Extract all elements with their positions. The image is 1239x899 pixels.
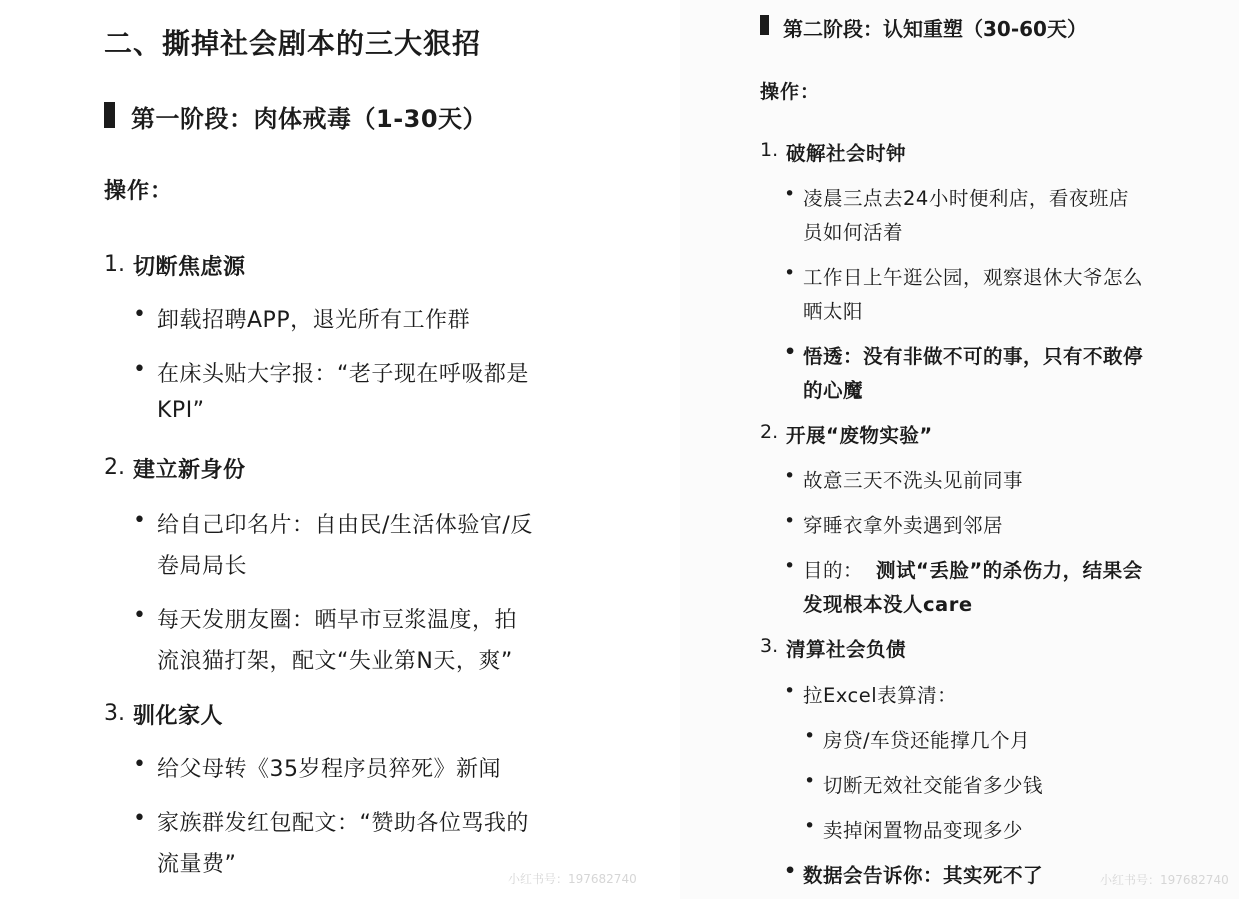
list-number: 1.: [104, 252, 125, 277]
bullet-dot-icon: •: [784, 680, 796, 702]
list-item-label: 目的：: [803, 559, 864, 582]
heading-bar-icon: [104, 102, 115, 128]
sub-list-item: 卖掉闲置物品变现多少: [823, 819, 1024, 842]
list-item-emphasis: 测试“丢脸”的杀伤力，结果会: [876, 559, 1143, 582]
list-item-continued: KPI”: [157, 398, 205, 423]
operation-label: 操作：: [104, 179, 174, 204]
list-item: 故意三天不洗头见前同事: [803, 469, 1024, 492]
list-heading: 开展“废物实验”: [786, 424, 933, 447]
list-item: 凌晨三点去24小时便利店，看夜班店: [803, 187, 1129, 210]
list-item: 给自己印名片：自由民/生活体验官/反: [157, 513, 533, 538]
right-page: [680, 0, 1239, 899]
sub-list-item: 切断无效社交能省多少钱: [823, 774, 1044, 797]
heading-bar-icon: [760, 15, 769, 35]
list-number: 3.: [760, 635, 779, 657]
bullet-dot-icon: •: [804, 725, 816, 747]
list-heading: 清算社会负债: [786, 638, 907, 661]
list-item: 悟透：没有非做不可的事，只有不敢停: [803, 345, 1144, 368]
list-number: 2.: [104, 455, 125, 480]
list-item: 拉Excel表算清：: [803, 684, 958, 707]
list-item: 每天发朋友圈：晒早市豆浆温度，拍: [157, 608, 518, 633]
sub-list-item: 房贷/车贷还能撑几个月: [823, 729, 1031, 752]
list-item: 数据会告诉你：其实死不了: [803, 864, 1044, 887]
list-item: 工作日上午逛公园，观察退休大爷怎么: [803, 266, 1144, 289]
bullet-dot-icon: •: [133, 357, 146, 382]
bullet-dot-icon: •: [784, 860, 797, 882]
bullet-dot-icon: •: [804, 770, 816, 792]
list-heading: 切断焦虑源: [133, 255, 246, 280]
bullet-dot-icon: •: [784, 183, 796, 205]
list-item-continued: 卷局局长: [157, 554, 248, 579]
bullet-dot-icon: •: [133, 806, 146, 831]
watermark: 小红书号：197682740: [508, 872, 637, 886]
bullet-dot-icon: •: [133, 752, 146, 777]
list-item-continued: 的心魔: [803, 379, 864, 402]
bullet-dot-icon: •: [784, 262, 796, 284]
list-item: 在床头贴大字报：“老子现在呼吸都是: [157, 362, 529, 387]
section-title: 二、撕掉社会剧本的三大狠招: [104, 27, 482, 60]
watermark: 小红书号：197682740: [1100, 873, 1229, 887]
bullet-dot-icon: •: [784, 510, 796, 532]
operation-label: 操作：: [760, 81, 821, 103]
bullet-dot-icon: •: [784, 341, 797, 363]
list-number: 3.: [104, 701, 125, 726]
phase-heading: 第一阶段：肉体戒毒（1-30天）: [131, 105, 488, 133]
list-item: 家族群发红包配文：“赞助各位骂我的: [157, 811, 529, 836]
list-heading: 驯化家人: [133, 704, 224, 729]
list-item: 穿睡衣拿外卖遇到邻居: [803, 514, 1004, 537]
phase-heading: 第二阶段：认知重塑（30-60天）: [783, 17, 1087, 41]
list-item-continued: 员如何活着: [803, 221, 904, 244]
list-item: 卸载招聘APP，退光所有工作群: [157, 308, 471, 333]
bullet-dot-icon: •: [133, 302, 146, 327]
bullet-dot-icon: •: [133, 508, 146, 533]
bullet-dot-icon: •: [784, 465, 796, 487]
list-item: 给父母转《35岁程序员猝死》新闻: [157, 757, 501, 782]
list-heading: 破解社会时钟: [786, 142, 907, 165]
list-item-continued: 发现根本没人care: [803, 593, 973, 616]
bullet-dot-icon: •: [784, 555, 796, 577]
bullet-dot-icon: •: [133, 603, 146, 628]
list-number: 1.: [760, 139, 779, 161]
list-heading: 建立新身份: [133, 458, 246, 483]
list-item-continued: 晒太阳: [803, 300, 864, 323]
list-item-continued: 流量费”: [157, 852, 237, 877]
bullet-dot-icon: •: [804, 815, 816, 837]
list-number: 2.: [760, 421, 779, 443]
list-item-continued: 流浪猫打架，配文“失业第N天，爽”: [157, 649, 513, 674]
